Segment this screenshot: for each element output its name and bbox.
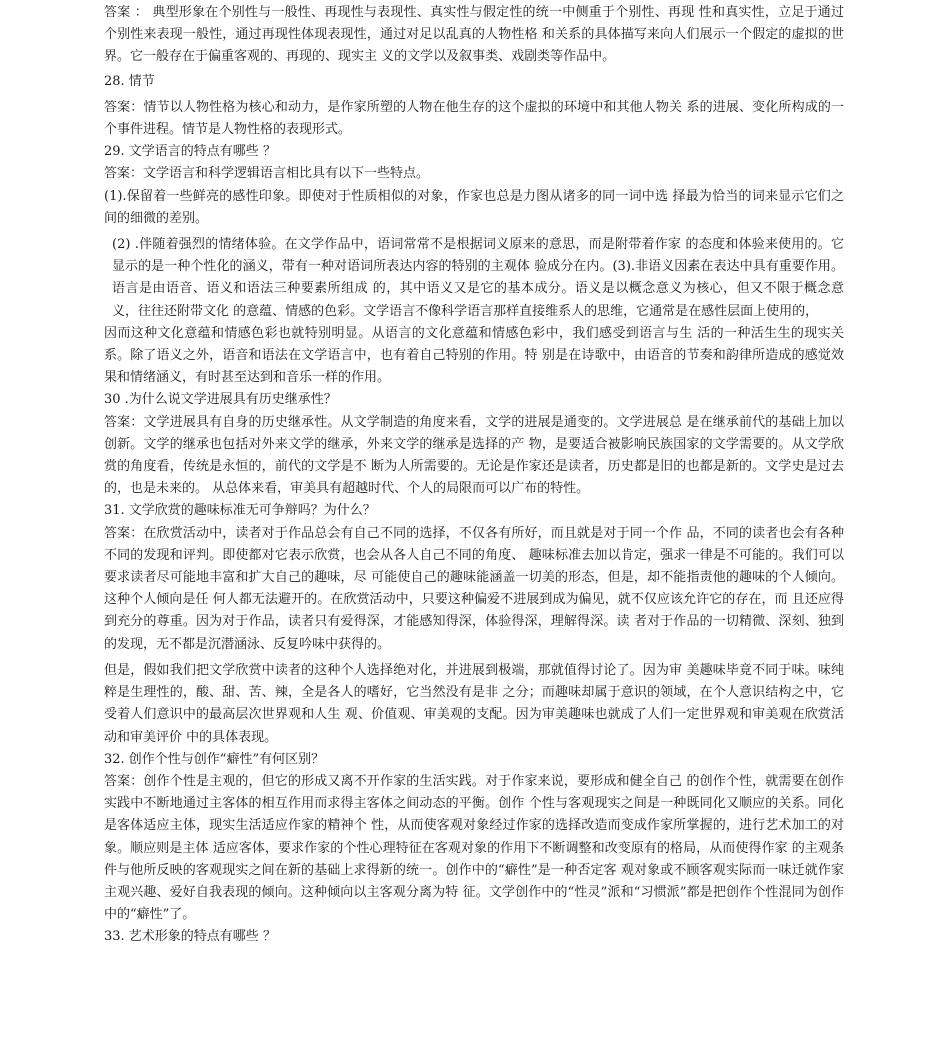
question-31-heading: 31. 文学欣赏的趣味标准无可争辩吗？为什么？ xyxy=(104,503,376,519)
answer-29-continued: 因而这种文化意蕴和情感色彩也就特别明显。从语言的文化意蕴和情感色彩中，我们感受到语言与生 活的一种活生生的现实关系。除了语义之外，语音和语法在文学语言中，也有着自己特别的作用。特 别是在诗歌中，由语音的节奏和韵律所造成的感觉效果和情绪涵义，有时甚至达到和音乐一样的作用。 xyxy=(104,325,844,386)
question-32-heading: 32. 创作个性与创作“癖性”有何区别？ xyxy=(104,751,325,767)
question-30-heading: 30 .为什么说文学进展具有历史继承性？ xyxy=(104,392,337,408)
answer-32: 答案：创作个性是主观的，但它的形成又离不开作家的生活实践。对于作家来说，要形成和健全自己 的创作个性，就需要在创作实践中不断地通过主客体的相互作用而求得主客体之间动态的平衡。创作 个性与客观现实之间是一种既同化又顺应的关系。同化是客体适应主体，现实生活适应作家的精神个 性，从而使客观对象经过作家的选择改造而变成作家所掌握的，进行艺术加工的对象。顺应则是主体 适应客体，要求作家的个性心理特征在客观对象的作用下不断调整和改变原有的格局，从而使得作家 的主观条件与他所反映的客观现实之间在新的基础上求得新的统一。创作中的“癖性”是一种否定客 观对象或不顾客观实际而一味迁就作家主观兴趣、爱好自我表现的倾向。这种倾向以主客观分离为特 征。文学创作中的“性灵”派和“习惯派”都是把创作个性混同为创作中的“癖性”了。 xyxy=(104,773,844,923)
answer-29-point-2-3: (2) .伴随着强烈的情绪体验。在文学作品中，语词常常不是根据词义原来的意思，而是附带着作家 的态度和体验来使用的。它显示的是一种个性化的涵义，带有一种对语词所表达内容的特别的主观体 验成分在内。(3).非语义因素在表达中具有重要作用。语言是由语音、语义和语法三种要素所组成 的，其中语义又是它的基本成分。语义是以概念意义为核心，但又不限于概念意义，往往还附带文化 的意蕴、情感的色彩。文学语言不像科学语言那样直接维系人的思维，它通常是在感性层面上使用的， xyxy=(112,237,844,319)
question-29-heading: 29. 文学语言的特点有哪些 ？ xyxy=(104,144,276,160)
answer-28: 答案：情节以人物性格为核心和动力，是作家所塑的人物在他生存的这个虚拟的环境中和其他人物关 系的进展、变化所构成的一个事件进程。情节是人物性格的表现形式。 xyxy=(104,99,844,138)
answer-31: 答案：在欣赏活动中，读者对于作品总会有自己不同的选择，不仅各有所好，而且就是对于同一个作 品，不同的读者也会有各种不同的发现和评判。即使都对它表示欣赏，也会从各人自己不同的角度、 趣味标准去加以肯定，强求一律是不可能的。我们可以要求读者尽可能地丰富和扩大自己的趣味，尽 可能使自己的趣味能涵盖一切美的形态，但是，却不能指责他的趣味的个人倾向。这种个人倾向是任 何人都无法避开的。在欣赏活动中，只要这种偏爱不进展到成为偏见，就不仅应该允许它的存在，而 且还应得到充分的尊重。因为对于作品，读者只有爱得深，才能感知得深，体验得深，理解得深。读 者对于作品的一切精微、深刻、独到的发现，无不都是沉潜涵泳、反复吟味中获得的。 xyxy=(104,525,844,652)
answer-31-continued: 但是，假如我们把文学欣赏中读者的这种个人选择绝对化，并进展到极端，那就值得讨论了。因为审 美趣味毕竟不同于味。味纯粹是生理性的，酸、甜、苦、辣，全是各人的嗜好，它当然没有是非 之分；而趣味却属于意识的领域，在个人意识结构之中，它受着人们意识中的最高层次世界观和人生 观、价值观、审美观的支配。因为审美趣味也就成了人们一定世界观和审美观在欣赏活动和审美评价 中的具体表现。 xyxy=(104,662,844,745)
question-28-heading: 28. 情节 xyxy=(104,73,155,89)
answer-29-point-1: (1).保留着一些鲜亮的感性印象。即使对于性质相似的对象，作家也总是力图从诸多的同一词中选 择最为恰当的词来显示它们之间的细微的差别。 xyxy=(104,188,844,226)
answer-typical-image: 答案 ： 典型形象在个别性与一般性、再现性与表现性、真实性与假定性的统一中侧重于个别性、再现 性和真实性，立足于通过个别性来表现一般性，通过再现性体现表现性，通过对足以乱真的人物性格 和关系的具体描写来向人们展示一个假定的虚拟的世界。它一般存在于偏重客观的、再现的、现实主 义的文学以及叙事类、戏剧类等作品中。 xyxy=(104,5,844,65)
answer-30: 答案：文学进展具有自身的历史继承性。从文学制造的角度来看，文学的进展是通变的。文学进展总 是在继承前代的基础上加以创新。文学的继承也包括对外来文学的继承，外来文学的继承是选择的产 物，是要适合被影响民族国家的文学需要的。从文学欣赏的角度看，传统是永恒的，前代的文学是不 断为人所需要的。无论是作家还是读者，历史都是旧的也都是新的。文学史是过去的，也是未来的。 从总体来看，审美具有超越时代、个人的局限而可以广布的特性。 xyxy=(104,414,844,497)
answer-29-intro: 答案：文学语言和科学逻辑语言相比具有以下一些特点。 xyxy=(104,166,430,182)
question-33-heading: 33. 艺术形象的特点有哪些 ？ xyxy=(104,929,276,945)
